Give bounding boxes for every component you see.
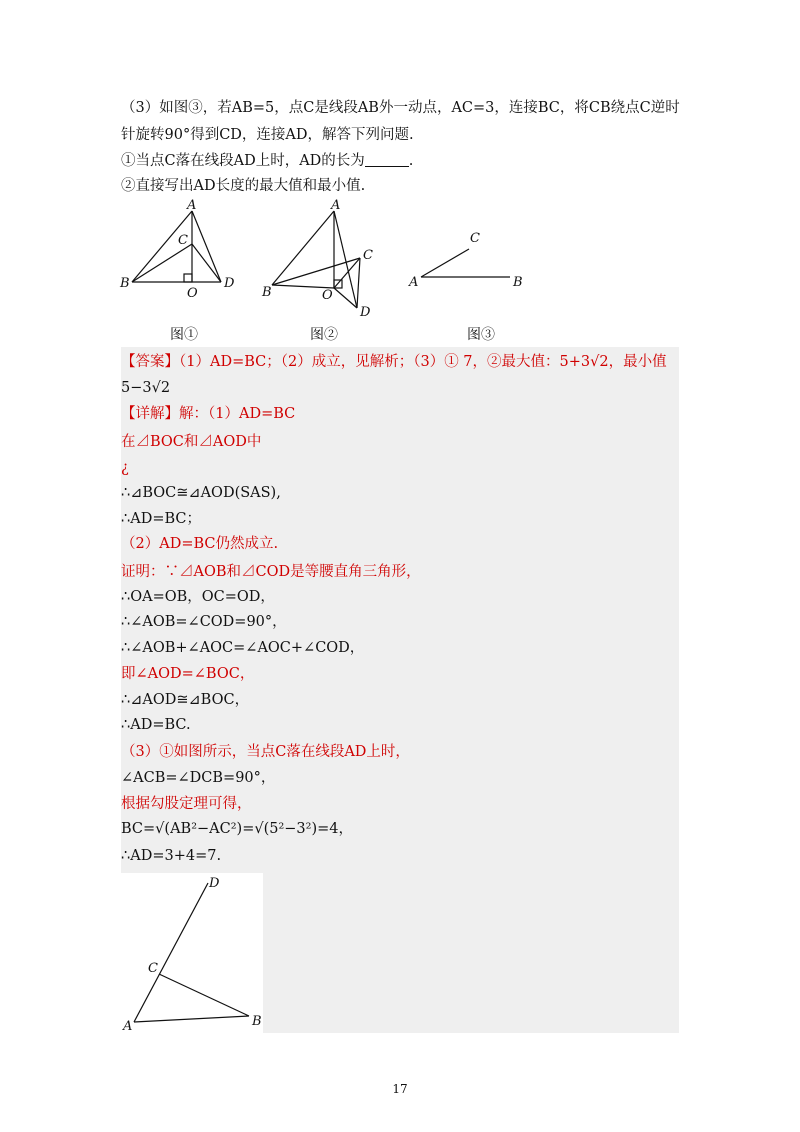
- fig1-label-o: O: [187, 286, 198, 298]
- figure-2-caption: 图②: [310, 327, 338, 343]
- detail-line-3: ¿: [121, 460, 129, 476]
- detail-line-17: BC=√(AB²−AC²)=√(5²−3²)=4，: [121, 821, 353, 837]
- answer-fig-label-b: B: [252, 1014, 262, 1029]
- detail-text-1: 解：（1）AD=BC: [179, 406, 296, 422]
- detail-line-4: ∴⊿BOC≅⊿AOD(SAS),: [121, 485, 281, 501]
- question-line-4: ②直接写出AD长度的最大值和最小值.: [121, 178, 366, 194]
- answer-blank[interactable]: [365, 152, 409, 167]
- figure-3-diagram: [403, 225, 533, 295]
- fig2-label-a: A: [331, 198, 341, 213]
- question-line-1: （3）如图③，若AB=5，点C是线段AB外一动点，AC=3，连接BC，将CB绕点C逆时: [121, 100, 680, 116]
- answer-line-2: 5−3√2: [121, 380, 171, 396]
- detail-line-11: 即∠AOD=∠BOC，: [121, 666, 255, 682]
- figure-1-diagram: [115, 198, 245, 298]
- fig3-label-b: B: [513, 275, 523, 290]
- fig3-label-c: C: [470, 231, 480, 246]
- detail-line-9: ∴∠AOB=∠COD=90°，: [121, 614, 287, 630]
- fig2-label-o: O: [322, 288, 333, 303]
- answer-line-1: [121, 352, 667, 372]
- detail-line-8: ∴OA=OB，OC=OD，: [121, 589, 275, 605]
- detail-line-13: ∴AD=BC.: [121, 717, 191, 733]
- detail-line-15: ∠ACB=∠DCB=90°，: [121, 770, 276, 786]
- fig1-label-d: D: [224, 276, 235, 291]
- figure-1-caption: 图①: [170, 327, 198, 343]
- question-part-1: ①当点C落在线段AD上时，AD的长为: [121, 153, 365, 169]
- question-line-2: 针旋转90°得到CD，连接AD，解答下列问题.: [121, 127, 414, 143]
- detail-line-6: （2）AD=BC仍然成立.: [121, 536, 279, 552]
- detail-line-16: 根据勾股定理可得，: [121, 796, 252, 812]
- fig2-label-d: D: [360, 305, 371, 320]
- detail-line-7: 证明：∵⊿AOB和⊿COD是等腰直角三角形，: [121, 564, 421, 580]
- answer-label: 【答案】: [121, 354, 179, 370]
- fig2-label-b: B: [262, 285, 272, 300]
- figure-3-caption: 图③: [467, 327, 495, 343]
- question-line-3: [121, 151, 413, 171]
- fig1-label-a: A: [187, 198, 197, 213]
- detail-line-12: ∴⊿AOD≅⊿BOC，: [121, 692, 250, 708]
- detail-line-18: ∴AD=3+4=7.: [121, 848, 222, 864]
- answer-summary: （1）AD=BC；（2）成立，见解析；（3）① 7，②最大值：5+3√2，最小值: [179, 354, 667, 370]
- fig1-label-b: B: [120, 276, 130, 291]
- detail-line-5: ∴AD=BC；: [121, 511, 201, 527]
- answer-fig-label-d: D: [209, 876, 220, 891]
- figure-2-diagram: [257, 198, 382, 320]
- detail-line-14: （3）①如图所示，当点C落在线段AD上时，: [121, 744, 410, 760]
- page-number: 17: [392, 1082, 408, 1096]
- answer-figure-diagram: [121, 873, 263, 1033]
- question-part-1-end: .: [408, 153, 414, 169]
- detail-line-2: 在⊿BOC和⊿AOD中: [121, 434, 262, 450]
- detail-line-1: [121, 404, 295, 424]
- detail-line-10: ∴∠AOB+∠AOC=∠AOC+∠COD，: [121, 640, 365, 656]
- answer-fig-label-a: A: [123, 1019, 133, 1033]
- fig3-label-a: A: [409, 275, 419, 290]
- fig2-label-c: C: [363, 248, 373, 263]
- detail-label: 【详解】: [121, 406, 179, 422]
- answer-fig-label-c: C: [148, 961, 158, 976]
- fig1-label-c: C: [178, 233, 188, 248]
